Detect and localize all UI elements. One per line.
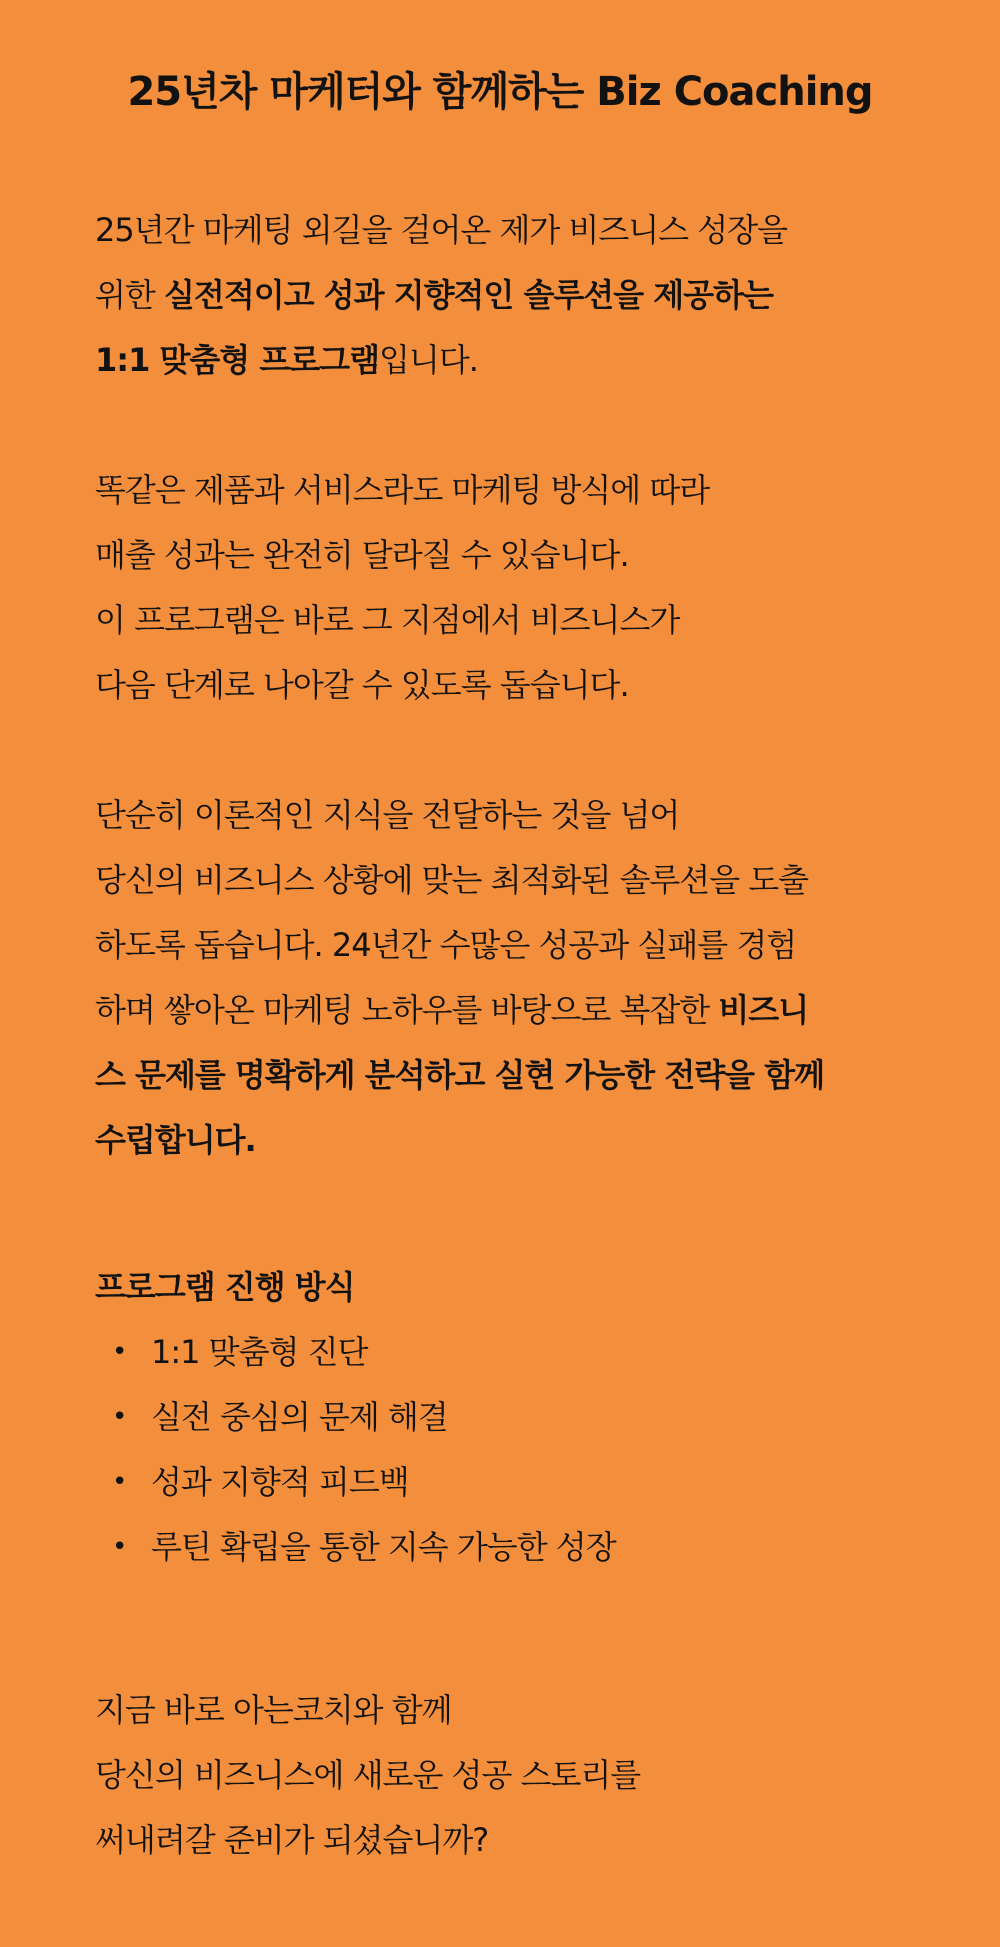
paragraph-line: 써내려갈 준비가 되셨습니까? [95,1821,489,1859]
spacer [95,718,955,783]
bullet-icon: • [112,1402,127,1432]
paragraph-line: 이 프로그램은 바로 그 지점에서 비즈니스가 [95,601,680,639]
paragraph-line: 하도록 돕습니다. 24년간 수많은 성공과 실패를 경험 [95,926,797,964]
paragraph-line: 매출 성과는 완전히 달라질 수 있습니다. [95,536,629,574]
page-title: 25년차 마케터와 함께하는 Biz Coaching [127,69,873,115]
text-span: 하며 쌓아온 마케팅 노하우를 바탕으로 복잡한 [95,991,719,1029]
list-item [95,1320,955,1385]
intro-line [95,263,955,328]
list-item [95,1385,955,1450]
spacer [95,1173,955,1255]
emphasis-text: 실전적이고 성과 지향적인 솔루션을 제공하는 [164,276,773,314]
emphasis-line: 스 문제를 명확하게 분석하고 실현 가능한 전략을 함께 [95,1056,825,1094]
intro-line [95,198,955,263]
list-item-label: 루틴 확립을 통한 지속 가능한 성장 [151,1528,616,1566]
paragraph-line: 단순히 이론적인 지식을 전달하는 것을 넘어 [95,796,680,834]
list-item [95,1450,955,1515]
list-item-label: 성과 지향적 피드백 [151,1463,409,1501]
intro-line [95,328,955,393]
paragraph-line: 다음 단계로 나아갈 수 있도록 돕습니다. [95,666,629,704]
emphasis-text: 1:1 맞춤형 프로그램 [95,341,379,379]
marketing-paragraph [95,458,955,718]
list-item [95,1515,955,1580]
bullet-icon: • [112,1337,127,1367]
text-span: 위한 [95,276,164,314]
spacer [95,1580,955,1678]
emphasis-text: 비즈니 [718,991,809,1029]
text-span: 입니다. [379,341,478,379]
program-heading: 프로그램 진행 방식 [95,1268,355,1306]
main-content [95,198,955,1873]
list-item-label: 실전 중심의 문제 해결 [151,1398,448,1436]
paragraph-line [95,978,955,1043]
emphasis-line: 수립합니다. [95,1121,256,1159]
bullet-icon: • [112,1532,127,1562]
list-item-label: 1:1 맞춤형 진단 [151,1333,368,1371]
text-span: 25년간 마케팅 외길을 걸어온 제가 비즈니스 성장을 [95,211,787,249]
closing-paragraph [95,1678,955,1873]
program-section [95,1255,955,1580]
paragraph-line: 지금 바로 아는코치와 함께 [95,1691,452,1729]
intro-paragraph [95,198,955,393]
spacer [95,393,955,458]
program-list [95,1320,955,1580]
paragraph-line: 당신의 비즈니스에 새로운 성공 스토리를 [95,1756,641,1794]
paragraph-line: 당신의 비즈니스 상황에 맞는 최적화된 솔루션을 도출 [95,861,809,899]
solution-paragraph [95,783,955,1173]
paragraph-line: 똑같은 제품과 서비스라도 마케팅 방식에 따라 [95,471,710,509]
bullet-icon: • [112,1467,127,1497]
